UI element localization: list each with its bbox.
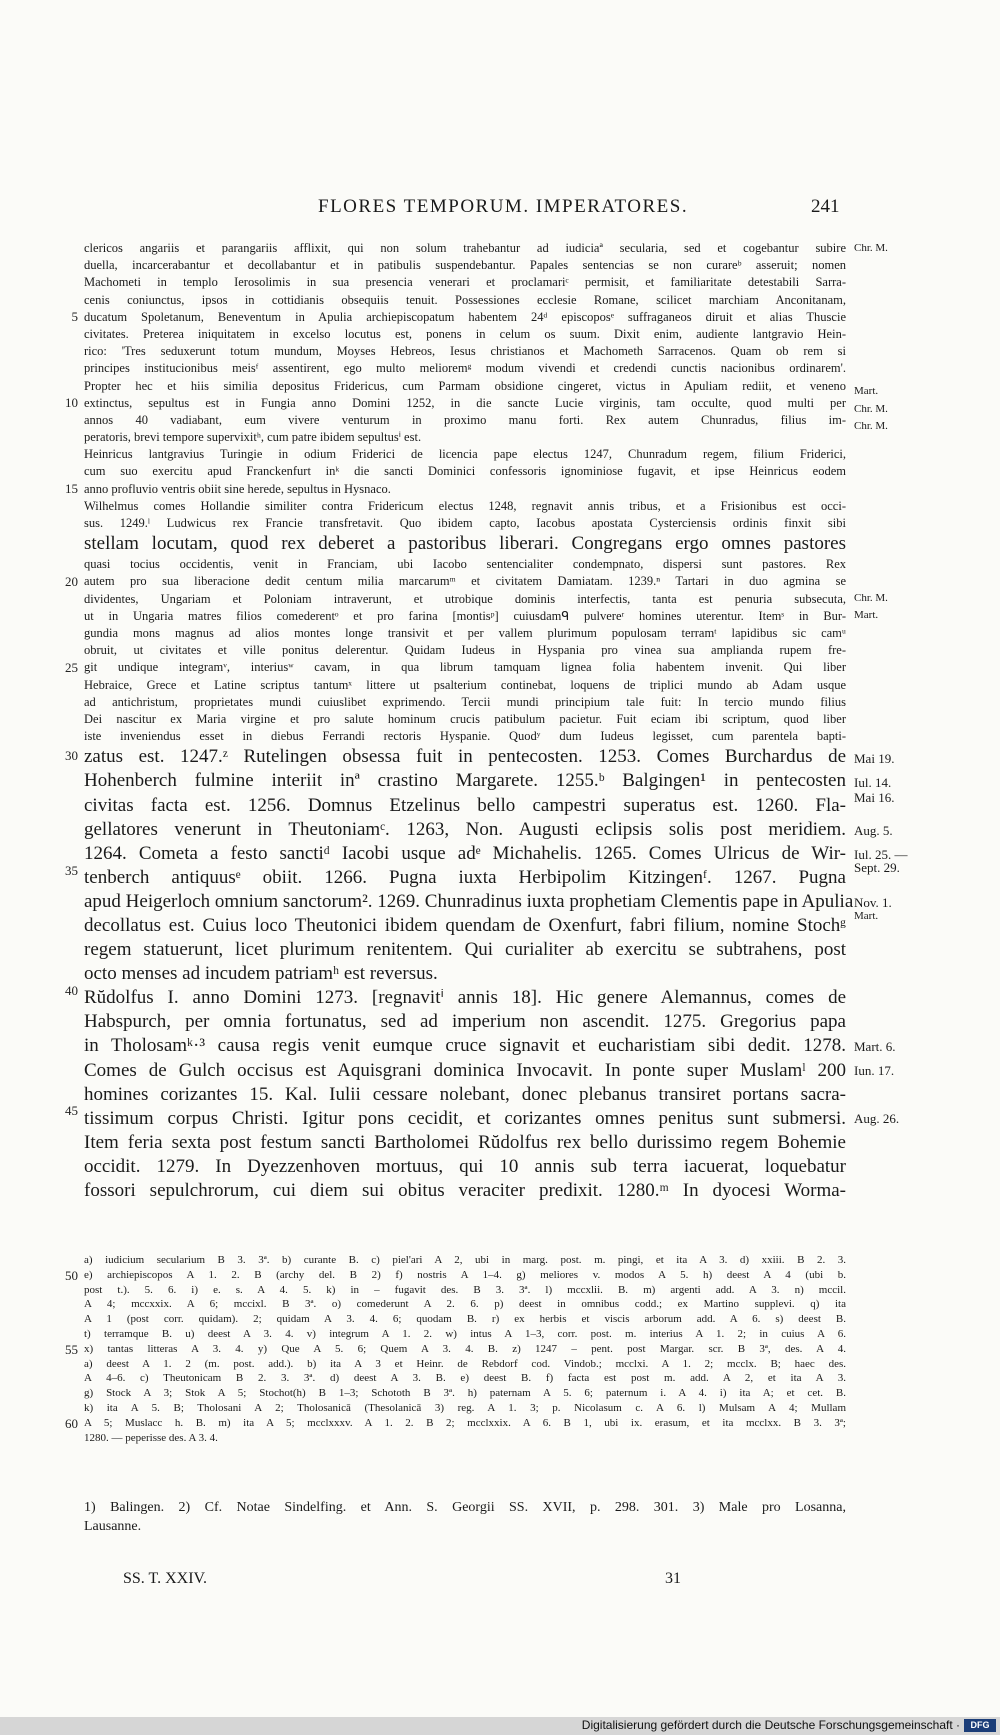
- text-line: ad antichristum, proprietates mundi cuiuslibet exprimendo. Tercii mundi principium tale fuit: In tercio mundo filius: [84, 694, 846, 709]
- apparatus-line: x) tantas litteras A 3. 4. y) Que A 5. 6; Quem A 3. 4. B. z) 1247 – pent. post Margar. scr. B 3ª, des. A 4.: [84, 1342, 846, 1355]
- apparatus-line: post t.). 5. 6. i) e. s. A 4. 5. k) in – fugavit des. B 3. 3ª. l) mccxlii. B. m) argenti add. A 3. n) mccil.: [84, 1283, 846, 1296]
- line-number: 15: [65, 481, 78, 496]
- text-line: fossori sepulchrorum, cui diem sui obitus veraciter predixit. 1280.ᵐ In dyocesi Worma-: [84, 1180, 846, 1202]
- text-line: Wilhelmus comes Hollandie similiter contra Fridericum electus 1248, regnavit annis tribus, et a Frisionibus est occi-: [84, 498, 846, 513]
- margin-note: Mai 16.: [854, 790, 895, 805]
- text-line: tissimum corpus Christi. Igitur pons cecidit, et corizantes omnes penitus sunt submersi.: [84, 1107, 846, 1129]
- text-line: homines corizantes 15. Kal. Iulii cessare nolebant, donec plebanus transiret portans sacra-: [84, 1083, 846, 1105]
- page-number: 241: [811, 196, 840, 217]
- text-line: Hohenberch fulmine interiit inª crastino Margarete. 1255.ᵇ Balgingen¹ in pentecosten: [84, 770, 846, 792]
- apparatus-line: e) archiepiscopos A 1. 2. B (archy del. B 2) f) nostris A 1–4. g) meliores v. modos A 5. h) deest A 4 (ubi b.: [84, 1268, 846, 1281]
- text-line: duella, incarcerabantur et decollabantur et in patibulis suspendebantur. Papales sentencias se non curareᵇ asseruit; nomen: [84, 258, 846, 273]
- text-line: 1264. Cometa a festo sanctiᵈ Iacobi usque adᵉ Michahelis. 1265. Comes Ulricus de Wir-: [84, 842, 846, 864]
- apparatus-line: t) terramque B. u) deest A 3. 4. v) integrum A 1. 2. w) intus A 1–3, corr. post. m. interius A 1. 2; in cuius A 6.: [84, 1327, 846, 1340]
- apparatus-line: a) iudicium secularium B 3. 3ª. b) curante B. c) piel'ari A 2, ubi in marg. post. m. pingi, et ita A 3. d) xxiii. B 2. 3.: [84, 1254, 846, 1266]
- apparatus-line: A 4; mccxxix. A 6; mccixl. B 3ª. o) comederunt A 2. 6. p) deest in omnibus codd.; ex Martino supplevi. q) ita: [84, 1298, 846, 1311]
- margin-note: Aug. 5.: [854, 823, 893, 838]
- text-line: Comes de Gulch occisus est Aquisgrani dominica Invocavit. In ponte super Muslamˡ 200: [84, 1059, 846, 1081]
- margin-note: Mart.: [854, 609, 879, 621]
- line-number: 20: [65, 574, 78, 589]
- line-number: 25: [65, 660, 78, 675]
- text-line: Habspurch, per omnia fortunatus, sed ad imperium non ascendit. 1275. Gregorius papa: [84, 1011, 846, 1033]
- text-line: decollatus est. Cuius loco Theutonici ibidem quendam de Oxenfurt, fabri filium, nomine Stochᵍ: [84, 915, 846, 936]
- text-line: quasi tocius occidentis, venit in Franciam, ubi Iacobo sentencialiter condempnato, dispersi sunt pastores. Rex: [84, 557, 846, 572]
- text-line: dividentes, Ungariam et Poloniam intraverunt, et utrobique dominis interfectis, tanta est penuria subsecuta,: [84, 591, 846, 606]
- line-number: 35: [65, 863, 78, 878]
- credit-bar: [0, 1717, 1000, 1735]
- footnote-line: 1) Balingen. 2) Cf. Notae Sindelfing. et Ann. S. Georgii SS. XVII, p. 298. 301. 3) Male pro Losanna,: [84, 1500, 846, 1515]
- text-line: extinctus, sepultus est in Fungia anno Domini 1252, in die sancte Lucie virginis, tam occulte, quod multi per: [84, 395, 846, 410]
- apparatus-line: A 1 (post corr. quidam). 2; quidam A 3. 4. 6; quodam B. r) ex herbis et viscis arborum add. A 6. s) deest B.: [84, 1313, 846, 1326]
- text-line: tenberch antiquusᵉ obiit. 1266. Pugna iuxta Herbipolim Kitzingenᶠ. 1267. Pugna: [84, 866, 846, 888]
- text-line: ducatum Spoletanum, Beneventum in Apulia archiepiscopatum habentem 24ᵈ episcoposᵉ suffraganeos diruit et alias Thuscie: [84, 309, 846, 324]
- text-line: in Tholosamᵏ·³ causa regis venit eumque cruce signavit et eucharistiam sibi dedit. 1278.: [84, 1035, 846, 1057]
- text-line: peratoris, brevi tempore supervixitʰ, cum patre ibidem sepultusⁱ est.: [84, 430, 422, 445]
- text-line: sus. 1249.ˡ Ludwicus rex Francie transfretavit. Quo ibidem capto, Iacobus apostata Cysterciensis ordinis finxit sibi: [84, 516, 846, 530]
- text-line: occidit. 1279. In Dyezzenhoven mortuus, qui 10 annis sub terra iacuerat, loquebatur: [84, 1155, 846, 1177]
- text-line: git undique integramᵛ, interiusʷ cavam, in qua librum tamquam lignea folia habentem invenit. Qui liber: [84, 660, 846, 675]
- text-line: octo menses ad incudem patriamʰ est reversus.: [84, 963, 438, 985]
- margin-note: Mart.: [854, 910, 879, 922]
- text-line: autem pro sua liberacione dedit centum milia marcarumᵐ et civitatem Damiatam. 1239.ⁿ Tartari in duo agmina se: [84, 574, 846, 589]
- text-line: principes institucionibus meisᶠ assentirent, ego multo melioremᵍ modum vivendi et credendi cunctis nacionibus ordinarem'.: [84, 361, 846, 376]
- margin-note: Chr. M.: [854, 242, 888, 254]
- text-line: rico: 'Tres seduxerunt totum mundum, Moyses Hebreos, Iesus christianos et Machometh Sarracenos. Quam ob rem si: [84, 344, 846, 359]
- text-line: annos 40 vadiabant, eum vivere venturum in proximo manu forti. Rex autem Chunradus, filius im-: [84, 412, 846, 427]
- margin-note: Chr. M.: [854, 420, 888, 432]
- text-line: Item feria sexta post festum sancti Bartholomei Rŭdolfus rex bello durissimo regem Bohemie: [84, 1131, 846, 1153]
- running-title: FLORES TEMPORUM. IMPERATORES.: [318, 196, 689, 217]
- margin-note: Sept. 29.: [854, 860, 900, 875]
- line-number: 50: [65, 1268, 78, 1283]
- margin-note: Iun. 17.: [854, 1063, 895, 1078]
- line-number: 10: [65, 395, 78, 410]
- margin-note: Mart.: [854, 385, 879, 397]
- text-line: Heinricus lantgravius Turingie in odium Friderici de licencia pape electus 1247, Chunradum regem, filium Friderici,: [84, 447, 846, 462]
- text-line: Hebraice, Grece et Latine scriptus tantumˣ littere ut psalterium continebat, loquens de triplici mundo ab Adam usque: [84, 677, 846, 692]
- apparatus-line: A 4–6. c) Theutonicam B 2. 3. 3ª. d) deest A 3. B. e) deest B. f) facta est post m. add. A 2, et ita A 3.: [84, 1372, 846, 1385]
- text-line: cum suo exercitu apud Franckenfurt inᵏ die sancti Dominici confessoris ignominiose fugavit, et ipse Heinricus eodem: [84, 464, 846, 479]
- funding-credit: Digitalisierung gefördert durch die Deutsche Forschungsgemeinschaft ·: [581, 1718, 960, 1732]
- text-line: anno profluvio ventris obiit sine herede, sepultus in Hysnaco.: [84, 481, 391, 496]
- margin-note: Iul. 14.: [854, 775, 892, 790]
- margin-note: Nov. 1.: [854, 895, 892, 910]
- running-header: [0, 196, 1000, 222]
- line-number: 5: [71, 309, 78, 324]
- volume-signature: SS. T. XXIV.: [123, 1570, 208, 1587]
- line-number: 60: [65, 1416, 78, 1431]
- critical-apparatus: [65, 1253, 846, 1445]
- apparatus-line: a) deest A 1. 2 (m. post. add.). b) ita A 3 et Heinr. de Rebdorf cod. Vindob.; mcclxi. A 1. 2; mcclx. B; haec des.: [84, 1357, 846, 1370]
- footnote-line: Lausanne.: [84, 1519, 142, 1534]
- text-line: Rŭdolfus I. anno Domini 1273. [regnavitⁱ annis 18]. Hic genere Alemannus, comes de: [84, 987, 846, 1009]
- apparatus-line: k) ita A 5. B; Tholosani A 2; Tholosanicā (Thesolanicā 3) reg. A 1. 3; p. Nicolasum c. A 6. l) Mulsam A 4; Mullam: [84, 1401, 846, 1414]
- margin-note: Mart. 6.: [854, 1039, 896, 1054]
- margin-note: Chr. M.: [854, 403, 888, 415]
- text-line: stellam locutam, quod rex deberet a pastoribus liberari. Congregans ergo omnes pastores: [84, 533, 846, 555]
- text-line: clericos angariis et parangariis afflixit, qui non solum trahebantur ad iudiciaª secularia, sed et cogebantur subire: [84, 241, 846, 255]
- text-line: obruit, ut civitates et ville ponitus delerentur. Quidam Iudeus in Hyspania pro vinea sua amplianda rupem fre-: [84, 643, 846, 658]
- text-line: gellatores venerunt in Theutoniamᶜ. 1263, Non. Augusti eclipsis solis post meridiem.: [84, 818, 846, 840]
- text-line: ut in Ungaria matres filios comederentᵒ et pro farina [montisᵖ] cuiusdamᑫ pulvereʳ homines uterentur. Itemˢ in Bur-: [84, 608, 846, 623]
- apparatus-line: g) Stock A 3; Stok A 5; Stochot(h) B 1–3; Schototh B 3ª. h) paternam A 5. 6; paternum i. A 4. i) ita A; et cet. B.: [84, 1387, 846, 1400]
- text-line: apud Heigerloch omnium sanctorum². 1269. Chunradinus iuxta prophetiam Clementis pape in Apulia: [84, 890, 854, 912]
- line-number: 30: [65, 748, 78, 763]
- text-line: zatus est. 1247.ᶻ Rutelingen obsessa fuit in pentecosten. 1253. Comes Burchardus de: [84, 746, 846, 768]
- footnotes: [84, 1498, 846, 1536]
- text-line: civitas facta est. 1256. Domnus Etzelinus bello campestri superatus est. 1260. Fla-: [84, 794, 846, 816]
- margin-note: Mai 19.: [854, 751, 895, 766]
- sheet-signature: 31: [665, 1570, 681, 1587]
- apparatus-line: 1280. — peperisse des. A 3. 4.: [84, 1431, 218, 1444]
- margin-note: Iul. 25. —: [854, 847, 908, 862]
- line-number: 45: [65, 1103, 78, 1118]
- main-text: [65, 240, 908, 1203]
- text-line: Propter hec et hiis similia depositus Fridericus, cum Parmam obsidione cingeret, victus in Apuliam rediit, et veneno: [84, 378, 846, 393]
- text-line: gundia mons magnus ad alios montes longe transivit et per vallem plurimum populosam terramᵗ lapidibus sic camᵘ: [84, 626, 846, 641]
- line-number: 40: [65, 983, 78, 998]
- apparatus-line: A 5; Muslacc h. B. m) ita A 5; mcclxxxv. A 1. 2. B 2; mcclxxix. A 6. B 1, ubi ix. erasum, et ita mcclxx. B 3. 3ª;: [84, 1416, 846, 1429]
- margin-note: Chr. M.: [854, 592, 888, 604]
- margin-note: Aug. 26.: [854, 1111, 900, 1126]
- text-line: cenis coniunctus, ipsos in cottidianis obsequiis tenuit. Possessiones ecclesie Romane, scilicet marchiam Anconitanam,: [84, 292, 846, 307]
- text-line: regem statuerunt, licet plurimum renitentem. Qui curialiter ab exercitu se subtrahens, post: [84, 939, 846, 961]
- text-line: civitates. Preterea iniquitatem in excelso locutus est, ponens in celum os suum. Dixit enim, audiente lantgravio Hein-: [84, 326, 846, 341]
- line-number: 55: [65, 1342, 78, 1357]
- text-line: Machometi in templo Ierosolimis in sua presencia venerari et proclamariᶜ permisit, et familiaritate detestabili Sarra-: [84, 275, 846, 290]
- dfg-logo: DFG: [964, 1719, 996, 1732]
- text-line: Dei nascitur ex Maria virgine et pro salute hominum crucis patibulum pacietur. Fuit eciam ibi scriptum, quod liber: [84, 711, 846, 726]
- text-line: iste inveniendus esset in diebus Ferrandi rectoris Hyspanie. Quodʸ dum Iudeus legisset, cum parentela bapti-: [84, 729, 846, 744]
